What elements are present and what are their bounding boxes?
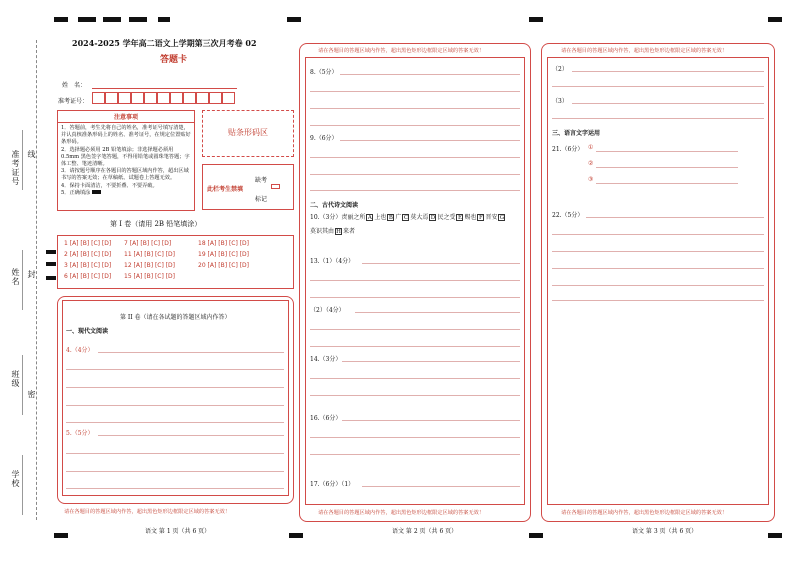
ticket-label: 准考证号：	[58, 98, 89, 105]
note-item: 4．保持卡面清洁，不要折叠、不要弄破。	[61, 182, 158, 189]
answer-line[interactable]	[310, 297, 520, 298]
q21-label: 21.（6分）	[552, 146, 584, 153]
q8-label: 8.（5分）	[310, 69, 338, 76]
answer-line[interactable]	[98, 435, 284, 436]
answer-line[interactable]	[98, 352, 284, 353]
registration-mark	[529, 533, 543, 538]
q9-label: 9.（6分）	[310, 135, 338, 142]
note-item: 3．请按题号顺序在各题目的答题区域内作答，超出区域书写的答案无效；在草稿纸、试题卷上答题无效。	[61, 168, 189, 182]
answer-line[interactable]	[572, 71, 764, 72]
answer-line[interactable]	[552, 285, 764, 286]
side-cut-line: 线	[27, 150, 36, 159]
page-footer: 语文 第 2 页（共 6 页）	[392, 528, 458, 535]
q10-choice-box[interactable]: F	[479, 215, 483, 221]
registration-mark	[46, 276, 56, 280]
side-fill-line	[22, 355, 23, 415]
absent-label: 此栏考生禁填	[207, 186, 244, 193]
answer-line[interactable]	[310, 108, 520, 109]
side-label-ticket: 准考证号	[11, 150, 20, 186]
side-fill-line	[22, 130, 23, 190]
side-fill-line	[22, 250, 23, 310]
absent-mark-top: 缺考	[255, 177, 268, 184]
warning-text: 请在各题目的答题区域内作答，超出黑色矩形边框限定区域的答案无效！	[64, 509, 231, 515]
section1-title: 第 I 卷（请用 2B 铅笔填涂）	[110, 220, 202, 228]
q22-label: 22.（5分）	[552, 212, 584, 219]
q10-choice-box[interactable]: C	[403, 215, 409, 221]
q14-label: 14.（3分）	[310, 356, 342, 363]
absent-mark-bottom: 标记	[255, 196, 268, 203]
registration-mark	[768, 17, 782, 22]
answer-line[interactable]	[310, 329, 520, 330]
registration-mark	[289, 533, 303, 538]
answer-line[interactable]	[340, 74, 520, 75]
mc-row[interactable]: 12 [A] [B] [C] [D]	[124, 262, 176, 269]
answer-line[interactable]	[552, 118, 764, 119]
notes-box	[57, 110, 195, 211]
registration-mark	[129, 17, 147, 22]
q21-item: ①	[588, 144, 594, 151]
mc-row[interactable]: 6 [A] [B] [C] [D]	[64, 273, 112, 280]
registration-mark	[78, 17, 96, 22]
absent-box	[202, 164, 294, 210]
mc-row[interactable]: 15 [A] [B] [C] [D]	[124, 273, 176, 280]
mc-row[interactable]: 11 [A] [B] [C] [D]	[124, 251, 176, 258]
registration-mark	[46, 250, 56, 254]
answer-line[interactable]	[310, 280, 520, 281]
answer-line[interactable]	[340, 140, 520, 141]
note-item: 5．正确填涂	[61, 190, 191, 197]
ticket-number-cells[interactable]	[92, 92, 235, 104]
q13-2-label: （2）（4分）	[310, 307, 345, 314]
q10-choice-box[interactable]: E	[457, 215, 462, 221]
answer-line[interactable]	[66, 471, 284, 472]
answer-line[interactable]	[66, 387, 284, 388]
answer-line[interactable]	[310, 157, 520, 158]
answer-line[interactable]	[310, 91, 520, 92]
answer-line[interactable]	[596, 167, 738, 168]
answer-line[interactable]	[552, 300, 764, 301]
answer-line[interactable]	[310, 437, 520, 438]
registration-mark	[529, 17, 543, 22]
barcode-area: 贴条形码区	[202, 110, 294, 157]
q5-label: 5.（5分）	[66, 430, 94, 437]
note-item: 2．选择题必须用 2B 铅笔填涂；非选择题必须用 0.5mm 黑色签字笔答题，不得用铅笔或圆珠笔答题；字体工整、笔迹清晰。	[61, 146, 190, 168]
mc-row[interactable]: 18 [A] [B] [C] [D]	[198, 240, 250, 247]
warning-text: 请在各题目的答题区域内作答，超出黑色矩形边框限定区域的答案无效！	[561, 48, 728, 54]
answer-line[interactable]	[342, 361, 520, 362]
q16-label: 16.（6分）	[310, 415, 342, 422]
column3-inner-box	[547, 57, 769, 505]
q17-3-label: （3）	[552, 98, 568, 105]
note-item: 1．答题前，考生先将自己的姓名，准考证号填写清楚，并认真核准条形码上的姓名、准考证号，在规定位置贴好条形码。	[61, 125, 191, 146]
answer-line[interactable]	[310, 378, 520, 379]
answer-line[interactable]	[362, 263, 520, 264]
page-footer: 语文 第 3 页（共 6 页）	[632, 528, 698, 535]
page-title: 2024-2025 学年高二语文上学期第三次月考卷 02	[72, 38, 257, 48]
q17-label: 17.（6分）（1）	[310, 481, 355, 488]
side-fill-line	[22, 455, 23, 515]
answer-line[interactable]	[586, 217, 764, 218]
part1-title: 一、现代文阅读	[66, 328, 109, 335]
warning-text: 请在各题目的答题区域内作答，超出黑色矩形边框限定区域的答案无效！	[561, 510, 728, 516]
page-subtitle: 答题卡	[160, 55, 188, 65]
answer-line[interactable]	[596, 151, 738, 152]
absent-checkbox[interactable]	[271, 184, 280, 189]
answer-line[interactable]	[552, 234, 764, 235]
part2-title: 二、古代诗文阅读	[310, 202, 359, 209]
answer-line[interactable]	[552, 251, 764, 252]
warning-text: 请在各题目的答题区域内作答，超出黑色矩形边框限定区域的答案无效！	[318, 48, 485, 54]
notes-title: 注意事项	[58, 111, 194, 123]
mc-row[interactable]: 20 [A] [B] [C] [D]	[198, 262, 250, 269]
mc-box	[57, 235, 294, 289]
answer-line[interactable]	[310, 454, 520, 455]
answer-line[interactable]	[310, 174, 520, 175]
q10-choice-box[interactable]: H	[336, 229, 341, 235]
answer-line[interactable]	[66, 405, 284, 406]
q10-line1: 10.（3分）责丽之所 A 上也 B 广 C 莫大焉 D 民之受 E 赐也 F 晋安 G	[310, 214, 505, 221]
answer-line[interactable]	[355, 312, 520, 313]
answer-line[interactable]	[66, 369, 284, 370]
name-field[interactable]	[92, 88, 237, 89]
q10-choice-box[interactable]: B	[388, 215, 393, 221]
answer-line[interactable]	[310, 346, 520, 347]
binding-dashed-line	[36, 40, 37, 520]
answer-line[interactable]	[310, 125, 520, 126]
q4-label: 4.（4分）	[66, 347, 94, 354]
q17-2-label: （2）	[552, 66, 568, 73]
registration-mark	[103, 17, 121, 22]
q10-line2: 莫识其由 H 来者	[310, 228, 356, 235]
side-label-class: 班级	[11, 370, 20, 388]
registration-mark	[54, 17, 68, 22]
side-cut-secret: 密	[27, 390, 36, 399]
q10-choice-box[interactable]: A	[367, 215, 372, 221]
mc-row[interactable]: 3 [A] [B] [C] [D]	[64, 262, 112, 269]
mc-row[interactable]: 1 [A] [B] [C] [D]	[64, 240, 112, 247]
answer-line[interactable]	[310, 190, 520, 191]
side-label-name: 姓名	[11, 268, 20, 286]
answer-line[interactable]	[66, 488, 284, 489]
q10-choice-box[interactable]: G	[499, 215, 505, 221]
registration-mark	[287, 17, 301, 22]
section2-title: 第 II 卷（请在各试题的答题区域内作答）	[120, 314, 231, 321]
q13-1-label: 13.（1）（4分）	[310, 258, 355, 265]
registration-mark	[158, 17, 170, 22]
side-label-school: 学校	[11, 470, 20, 488]
registration-mark	[768, 533, 782, 538]
answer-line[interactable]	[342, 420, 520, 421]
part3-title: 三、语言文字运用	[552, 130, 601, 137]
answer-line[interactable]	[596, 183, 738, 184]
answer-line[interactable]	[362, 486, 520, 487]
mc-row[interactable]: 19 [A] [B] [C] [D]	[198, 251, 250, 258]
answer-line[interactable]	[310, 395, 520, 396]
answer-line[interactable]	[552, 268, 764, 269]
mc-row[interactable]: 7 [A] [B] [C] [D]	[124, 240, 172, 247]
q21-item: ③	[588, 176, 594, 183]
page-footer: 语文 第 1 页（共 6 页）	[145, 528, 211, 535]
name-label: 姓 名：	[62, 82, 87, 89]
registration-mark	[46, 262, 56, 266]
answer-line[interactable]	[66, 422, 284, 423]
answer-line[interactable]	[552, 86, 764, 87]
q21-item: ②	[588, 160, 594, 167]
q10-choice-box[interactable]: D	[430, 215, 436, 221]
side-cut-seal: 封	[27, 270, 36, 279]
registration-mark	[54, 533, 68, 538]
answer-line[interactable]	[572, 103, 764, 104]
warning-text: 请在各题目的答题区域内作答，超出黑色矩形边框限定区域的答案无效！	[318, 510, 485, 516]
mc-row[interactable]: 2 [A] [B] [C] [D]	[64, 251, 112, 258]
answer-line[interactable]	[66, 453, 284, 454]
